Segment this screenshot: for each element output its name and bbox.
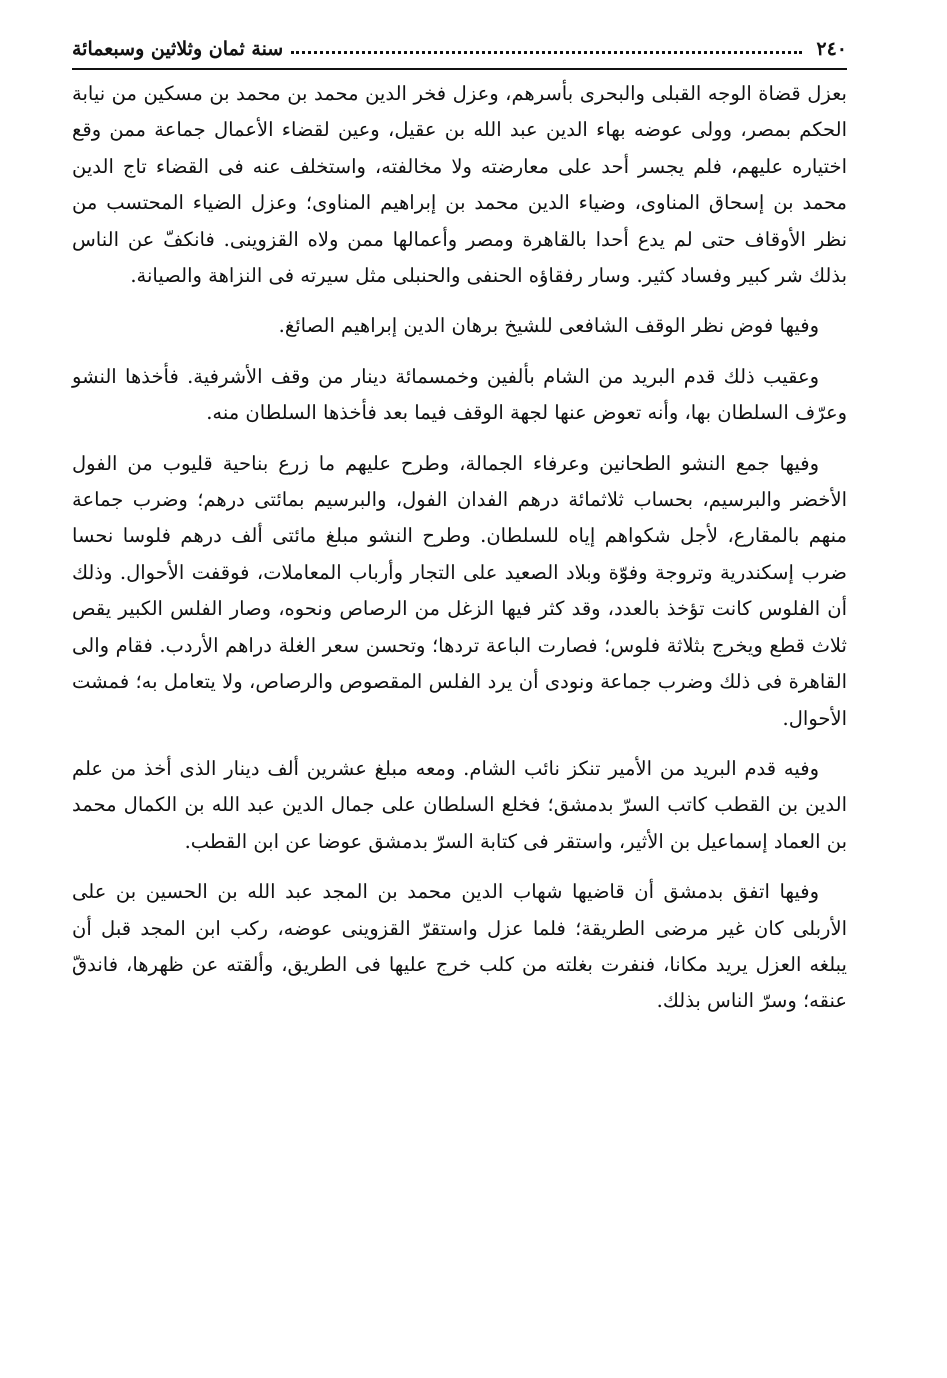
paragraph: وفيها جمع النشو الطحانين وعرفاء الجمالة، وطرح عليهم ما زرع بناحية قليوب من الفول الأخضر والبرسيم، بحساب ثلاثمائة درهم الفدان الفول، والبرسيم بمائتى درهم؛ وضرب جماعة منهم بالمقارع، لأجل شكواهم إياه للسلطان. وطرح النشو مبلغ مائتى ألف درهم فلوسا نحسا ضرب إسكندرية وتروجة وفوّة وبلاد الصعيد على التجار وأرباب المعاملات، فوقفت الأحوال. وذلك أن الفلوس كانت تؤخذ بالعدد، وقد كثر فيها الزغل من الرصاص ونحوه، وصار الفلس الكبير يقص ثلاث قطع ويخرج بثلاثة فلوس؛ فصارت الباعة تردها؛ وتحسن سعر الغلة دراهم الأردب. فقام والى القاهرة فى ذلك وضرب جماعة ونودى أن يرد الفلس المقصوص والرصاص، ولا يتعامل به؛ فمشت الأحوال. — [72, 451, 847, 730]
paragraph: وفيها اتفق بدمشق أن قاضيها شهاب الدين محمد بن المجد عبد الله بن الحسين بن على الأربلى كان غير مرضى الطريقة؛ فلما عزل واستقرّ القزوينى عوضه، ركب ابن المجد قبل أن يبلغه العزل يريد مكانا، فنفرت بغلته من كلب خرج عليها فى الطريق، وألقته عن ظهرها، فاندقّ عنقه؛ وسرّ الناس بذلك. — [72, 880, 847, 1013]
paragraph: وفيها فوض نظر الوقف الشافعى للشيخ برهان الدين إبراهيم الصائغ. — [278, 314, 819, 338]
paragraph: بعزل قضاة الوجه القبلى والبحرى بأسرهم، وعزل فخر الدين محمد بن محمد بن مسكين من نيابة الحكم بمصر، وولى عوضه بهاء الدين عبد الله بن عقيل، وعين لقضاء الأعمال جماعة ممن وقع اختياره عليهم، فلم يجسر أحد على معارضته ولا مخالفته، واستخلف عنه فى القضاء تاج الدين محمد بن إسحاق المناوى، وضياء الدين محمد بن إبراهيم المناوى؛ وعزل الضياء المحتسب من نظر الأوقاف حتى لم يدع أحدا بالقاهرة ومصر وأعمالها ممن ولاه القزوينى. فانكفّ عن الناس بذلك شر كبير وفساد كثير. وسار رفقاؤه الحنفى والحنبلى مثل سيرته فى النزاهة والصيانة. — [72, 82, 847, 288]
paragraph: وفيه قدم البريد من الأمير تنكز نائب الشام. ومعه مبلغ عشرين ألف دينار الذى أخذ من علم الدين بن القطب كاتب السرّ بدمشق؛ فخلع السلطان على جمال الدين عبد الله بن الكمال محمد بن العماد إسماعيل بن الأثير، واستقر فى كتابة السرّ بدمشق عوضا عن ابن القطب. — [72, 756, 847, 853]
book-page — [72, 30, 847, 1350]
running-title: سنة ثمان وثلاثين وسبعمائة — [72, 38, 284, 60]
page-number: ٢٤٠ — [816, 38, 847, 60]
leader-dots — [291, 51, 802, 54]
running-head — [72, 30, 847, 70]
paragraph: وعقيب ذلك قدم البريد من الشام بألفين وخمسمائة دينار من وقف الأشرفية. فأخذها النشو وعرّف السلطان بها، وأنه تعوض عنها لجهة الوقف فيما بعد فأخذها السلطان منه. — [72, 364, 847, 425]
